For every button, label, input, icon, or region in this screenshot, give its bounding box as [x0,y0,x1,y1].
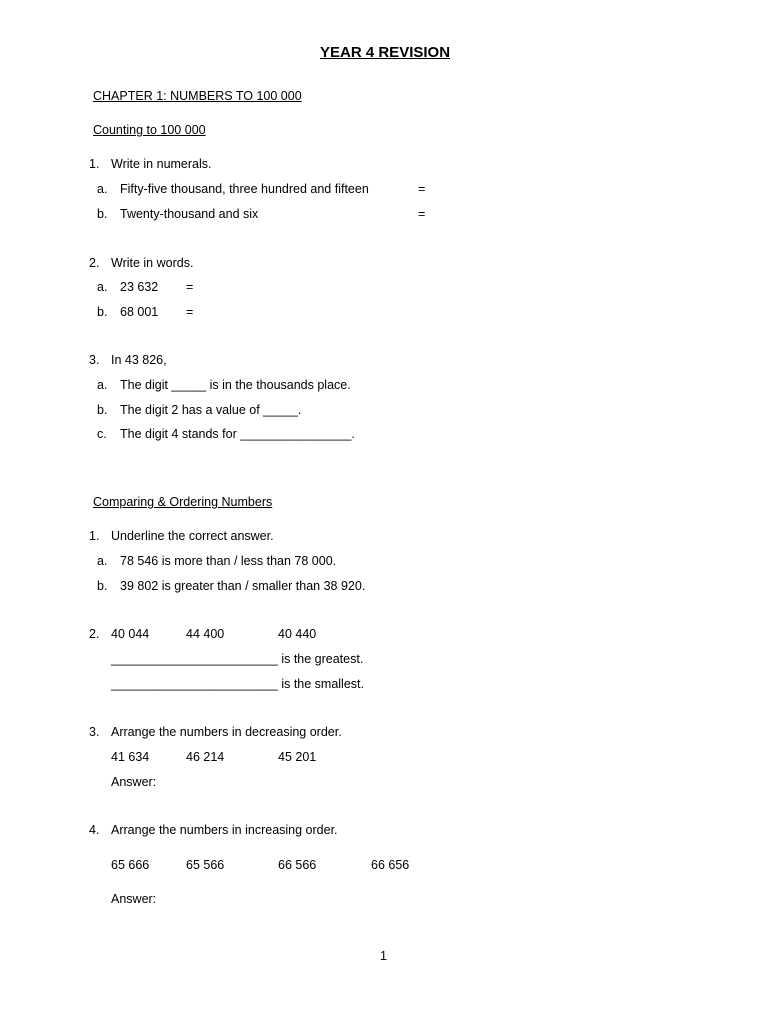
question-number: 1. [89,529,100,543]
item-label: b. [97,207,108,221]
question-text: Arrange the numbers in decreasing order. [111,725,342,739]
section-heading-counting: Counting to 100 000 [93,123,206,137]
item-label: b. [97,403,108,417]
question-text: Underline the correct answer. [111,529,274,543]
equals-sign: = [418,182,426,196]
question-text: Write in numerals. [111,157,212,171]
number-value: 66 566 [278,858,317,872]
number-value: 41 634 [111,750,150,764]
section-heading-comparing: Comparing & Ordering Numbers [93,495,273,509]
page-number: 1 [380,949,387,963]
question-number: 4. [89,823,100,837]
question-number: 3. [89,725,100,739]
chapter-heading: CHAPTER 1: NUMBERS TO 100 000 [93,89,302,103]
answer-line: ________________________ is the smallest. [111,677,364,691]
item-label: a. [97,378,108,392]
item-label: a. [97,182,108,196]
item-text: 78 546 is more than / less than 78 000. [120,554,337,568]
number-value: 65 566 [186,858,225,872]
question-number: 1. [89,157,100,171]
item-label: b. [97,305,108,319]
equals-sign: = [186,305,194,319]
number-value: 40 044 [111,627,150,641]
item-text: Fifty-five thousand, three hundred and fifteen [120,182,369,196]
number-value: 45 201 [278,750,317,764]
number-value: 65 666 [111,858,150,872]
question-text: In 43 826, [111,353,167,367]
item-text: 68 001 [120,305,159,319]
item-label: b. [97,579,108,593]
item-text: The digit 4 stands for ________________. [120,427,355,441]
item-label: c. [97,427,107,441]
answer-label: Answer: [111,892,157,906]
question-number: 2. [89,627,100,641]
equals-sign: = [418,207,426,221]
item-text: The digit 2 has a value of _____. [120,403,302,417]
number-value: 44 400 [186,627,225,641]
answer-line: ________________________ is the greatest. [111,652,364,666]
item-text: 23 632 [120,280,159,294]
item-label: a. [97,554,108,568]
item-text: 39 802 is greater than / smaller than 38 920. [120,579,366,593]
item-label: a. [97,280,108,294]
page-title: YEAR 4 REVISION [320,44,451,61]
question-text: Arrange the numbers in increasing order. [111,823,338,837]
item-text: Twenty-thousand and six [120,207,259,221]
number-value: 66 656 [371,858,410,872]
number-value: 40 440 [278,627,317,641]
item-text: The digit _____ is in the thousands place. [120,378,351,392]
equals-sign: = [186,280,194,294]
answer-label: Answer: [111,775,157,789]
question-number: 2. [89,256,100,270]
number-value: 46 214 [186,750,225,764]
question-number: 3. [89,353,100,367]
question-text: Write in words. [111,256,194,270]
